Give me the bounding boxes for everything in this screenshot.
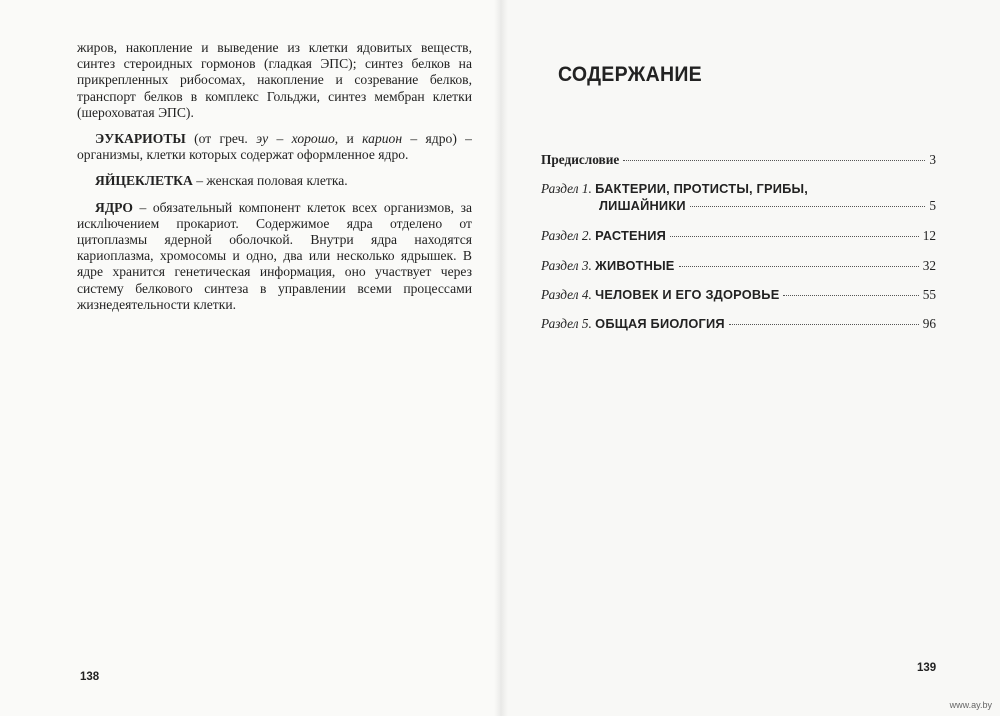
toc-entry-section-4[interactable] bbox=[541, 287, 936, 303]
text-fragment: – bbox=[268, 131, 292, 147]
term-nucleus: ЯДРО bbox=[95, 199, 133, 215]
toc-section-prefix: Раздел 3. bbox=[541, 258, 592, 273]
italic-word: карион bbox=[362, 131, 403, 147]
toc-section-title-cont: ЛИШАЙНИКИ bbox=[599, 198, 686, 213]
toc-section-title: ОБЩАЯ БИОЛОГИЯ bbox=[595, 316, 725, 331]
page-number-right: 139 bbox=[917, 662, 937, 674]
toc-entry-page: 55 bbox=[922, 287, 936, 302]
toc-section-title: ЧЕЛОВЕК И ЕГО ЗДОРОВЬЕ bbox=[595, 287, 780, 302]
toc-section-title: БАКТЕРИИ, ПРОТИСТЫ, ГРИБЫ, bbox=[595, 181, 809, 196]
text-fragment: (от греч. bbox=[185, 131, 257, 147]
toc-section-title: РАСТЕНИЯ bbox=[595, 228, 667, 243]
book-gutter bbox=[494, 0, 508, 716]
toc-leader-dots bbox=[690, 206, 926, 207]
term-eukaryotes: ЭУКАРИОТЫ bbox=[95, 131, 186, 147]
left-page-text bbox=[77, 40, 472, 323]
paragraph-egg-cell bbox=[77, 173, 472, 189]
term-egg-cell: ЯЙЦЕКЛЕТКА bbox=[95, 173, 193, 189]
toc-section-title: ЖИВОТНЫЕ bbox=[595, 258, 675, 273]
right-page bbox=[500, 0, 1000, 716]
text-fragment: , и bbox=[334, 131, 363, 147]
text-fragment: – ядро) – организмы, клетки которых содержат оформленное ядро. bbox=[77, 131, 472, 163]
toc-entry-page: 12 bbox=[922, 228, 936, 243]
toc-entry-label bbox=[541, 316, 725, 332]
toc-entry-page: 5 bbox=[929, 198, 936, 213]
toc-entry-preface[interactable] bbox=[541, 152, 936, 168]
toc-leader-dots bbox=[679, 266, 919, 267]
toc-section-prefix: Раздел 4. bbox=[541, 287, 592, 302]
text-fragment: – обязательный компонент клеток всех организмов, за исклlючением прокариот. Содержимое ядра отделено от цитоплазмы ядерной оболочкой. Внутри ядра находятся кариоплазма, хромосомы и одно, два или несколько ядрышек. В ядре хранится генетическая информация, оно участвует через систему белкового синтеза в управлении всеми процессами жизнедеятельности клетки. bbox=[77, 199, 472, 312]
toc-entry-page: 32 bbox=[922, 258, 936, 273]
toc-leader-dots bbox=[623, 160, 925, 161]
toc-leader-dots bbox=[783, 295, 918, 296]
paragraph-eps-continuation: жиров, накопление и выведение из клетки ядовитых веществ, синтез стероидных гормонов (гладкая ЭПС); синтез белков на прикрепленных рибосомах, накопление и созревание белков, транспорт белков в комплекс Гольджи, синтез мембран клетки (шероховатая ЭПС). bbox=[77, 40, 472, 120]
paragraph-eukaryotes bbox=[77, 131, 472, 163]
toc-entry-section-1-line-2[interactable] bbox=[599, 198, 936, 214]
toc-entry-label bbox=[541, 228, 666, 244]
toc-entry-section-5[interactable] bbox=[541, 316, 936, 332]
toc-section-prefix: Раздел 2. bbox=[541, 228, 592, 243]
watermark: www.ay.by bbox=[949, 700, 992, 710]
toc-entry-label bbox=[541, 181, 808, 197]
paragraph-nucleus bbox=[77, 200, 472, 313]
toc-leader-dots bbox=[729, 324, 919, 325]
toc-entry-section-2[interactable] bbox=[541, 228, 936, 244]
toc-entry-label bbox=[541, 287, 779, 303]
toc-entry-label: Предисловие bbox=[541, 152, 620, 167]
italic-word: эу bbox=[256, 131, 269, 147]
toc-entry-section-3[interactable] bbox=[541, 258, 936, 274]
toc-title: СОДЕРЖАНИЕ bbox=[558, 63, 702, 86]
toc-section-prefix: Раздел 1. bbox=[541, 181, 592, 196]
toc-entry-page: 3 bbox=[929, 152, 936, 167]
toc-section-prefix: Раздел 5. bbox=[541, 316, 592, 331]
toc-entry-section-1-line-1[interactable] bbox=[541, 181, 936, 197]
italic-word: хорошо bbox=[291, 131, 335, 147]
text-fragment: – женская половая клетка. bbox=[192, 173, 348, 189]
toc-entry-label bbox=[541, 258, 675, 274]
page-number-left: 138 bbox=[80, 671, 100, 683]
toc-leader-dots bbox=[670, 236, 919, 237]
toc-entry-page: 96 bbox=[922, 316, 936, 331]
